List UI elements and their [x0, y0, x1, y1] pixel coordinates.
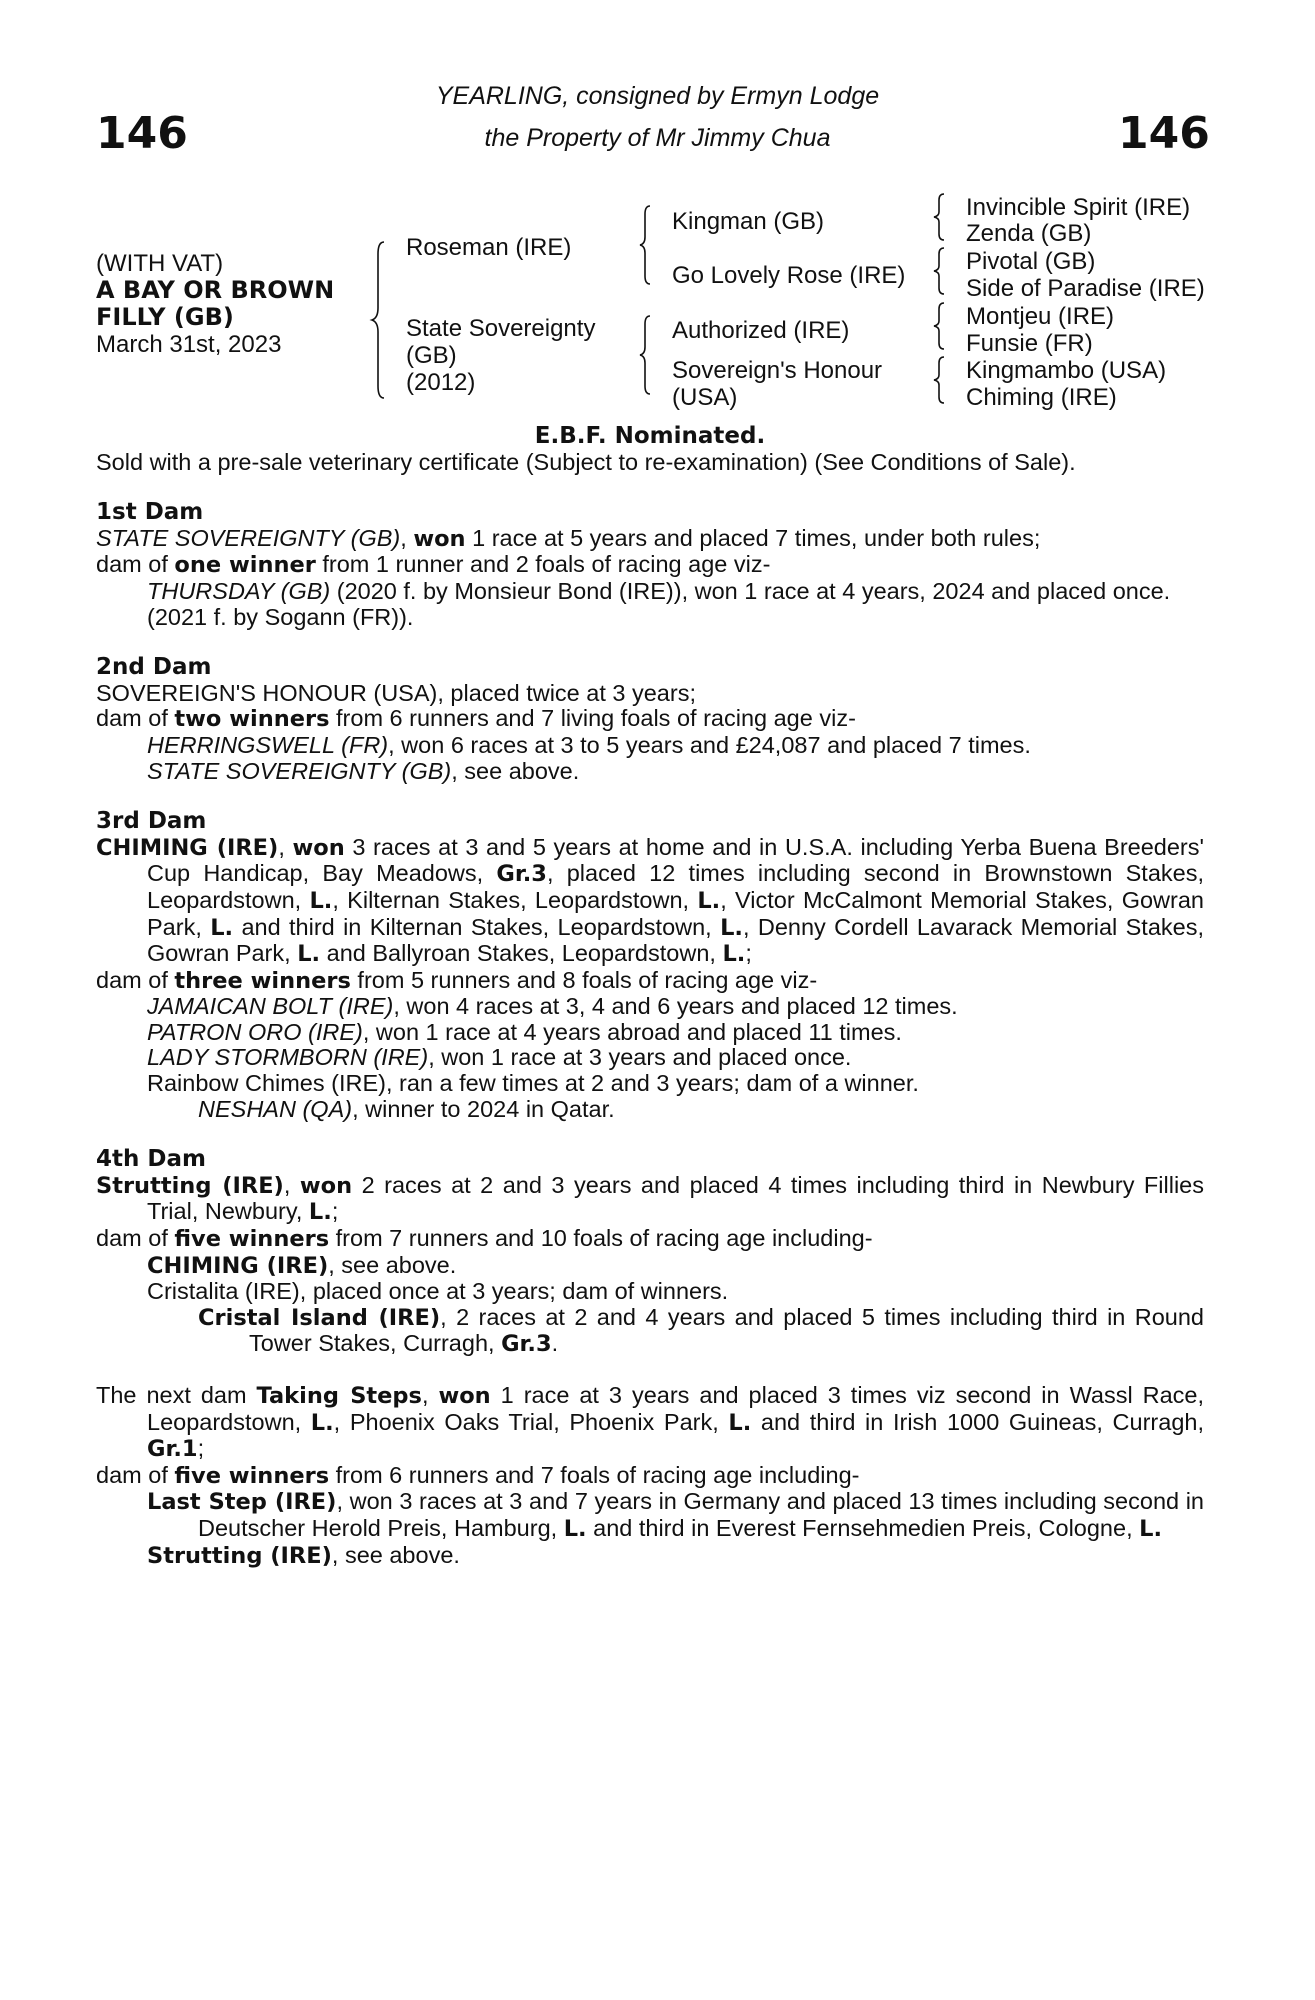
grade-label: Gr.3 [501, 1331, 552, 1358]
offspring-record: , won 6 races at 3 to 5 years and £24,087 and placed 7 times. [388, 731, 1031, 758]
catalogue-body [96, 424, 1204, 1569]
record-text: 2 races at 2 and 3 years and placed 4 times including third in Newbury Fillies Trial, Newbury, [147, 1171, 1204, 1225]
offspring-name: THURSDAY (GB) [147, 577, 331, 604]
offspring-record: , winner to 2024 in Qatar. [352, 1095, 615, 1122]
second-dam-record: SOVEREIGN'S HONOUR (USA), placed twice at 3 years; [96, 679, 696, 706]
record-text: The next dam [96, 1382, 257, 1408]
offspring-name: NESHAN (QA) [198, 1095, 353, 1122]
record-text: ; [197, 1435, 205, 1462]
property-line: the Property of Mr Jimmy Chua [484, 124, 831, 152]
pedigree-dam-dam [672, 357, 882, 411]
pedigree-brace-g3 [932, 301, 946, 351]
next-dam-record [96, 1383, 1204, 1463]
pedigree-brace-main [370, 240, 386, 400]
pedigree-brace-dam [638, 314, 652, 396]
offspring-record: , won 1 race at 3 years and placed once. [428, 1044, 852, 1071]
pedigree-brace-sire [638, 204, 652, 286]
list-item [96, 1020, 1204, 1046]
horse-name-line1: A BAY OR BROWN [96, 276, 335, 304]
offspring-record: and third in Everest Fernsehmedien Preis, Cologne, [586, 1514, 1140, 1541]
pedigree-dam-line2: (GB) [406, 342, 457, 369]
listed-label: L. [720, 914, 743, 941]
ebf-nomination: E.B.F. Nominated. [534, 423, 766, 449]
listed-label: L. [308, 1199, 332, 1226]
produce-summary-text: from 7 runners and 10 foals of racing age including- [329, 1225, 873, 1252]
list-item [96, 1045, 1204, 1071]
listed-label: L. [310, 1409, 334, 1436]
produce-summary-text: from 1 runner and 2 foals of racing age viz- [315, 551, 771, 578]
third-dam-name: CHIMING (IRE) [96, 834, 279, 861]
pedigree-g4: Side of Paradise (IRE) [966, 275, 1205, 302]
first-dam-name: STATE SOVEREIGNTY (GB) [96, 524, 401, 551]
winners-count: three winners [174, 967, 351, 994]
offspring-record: , 2 races at 2 and 4 years and placed 5 times including third in Round Tower Stakes, Curragh, [249, 1303, 1204, 1357]
list-item [96, 1253, 1204, 1280]
list-item [96, 1543, 1204, 1570]
fourth-dam-produce-summary [96, 1226, 1204, 1253]
vet-note: Sold with a pre-sale veterinary certificate (Subject to re-examination) (See Conditions of Sale). [96, 448, 1076, 475]
pedigree-dam [406, 315, 595, 396]
offspring-record: , won 3 races at 3 and 7 years in Germany and placed 13 times including second in Deutscher Herold Preis, Hamburg, [198, 1488, 1204, 1541]
pedigree-brace-g1 [932, 192, 946, 242]
first-dam-record: STATE SOVEREIGNTY (GB), won 1 race at 5 years and placed 7 times, under both rules; [96, 524, 1041, 552]
next-dam-name: Taking Steps [256, 1383, 422, 1409]
pedigree-sire-sire: Kingman (GB) [672, 208, 825, 235]
list-item [96, 579, 1204, 605]
offspring-name: HERRINGSWELL (FR) [147, 731, 389, 758]
third-dam-record: CHIMING (IRE), won 3 races at 3 and 5 years at home and in U.S.A. including Yerba Buena Breeders' Cup Handicap, Bay Meadows, Gr.3, placed 12 times including second in Brownstown Stakes, Leopardstown, L., Kilternan Stakes, Leopardstown, L., Victor McCalmont Memorial Stakes, Gowran Park, L. and third in Kilternan Stakes, Leopardstown, L., Denny Cordell Lavarack Memorial Stakes, Gowran Park, L. and Ballyroan Stakes, Leopardstown, L.; [96, 833, 1204, 968]
pedigree-sire-dam: Go Lovely Rose (IRE) [672, 262, 906, 289]
won-label: won [292, 834, 345, 861]
record-text: , Victor McCalmont Memorial Stakes, Gowran Park, [147, 886, 1204, 940]
record-text: and third in Kilternan Stakes, Leopardstown, [233, 913, 721, 940]
pedigree-dam-dam-line2: (USA) [672, 384, 738, 411]
pedigree-dam-dam-line1: Sovereign's Honour [672, 357, 883, 384]
listed-label: L. [728, 1409, 752, 1436]
pedigree-brace-g2 [932, 246, 946, 296]
offspring-record: , won 1 race at 4 years abroad and placed 11 times. [362, 1018, 902, 1045]
winners-count: one winner [174, 552, 316, 579]
dam-of-label: dam of [96, 551, 175, 578]
listed-label: L. [210, 914, 234, 941]
offspring-name: CHIMING (IRE) [147, 1252, 329, 1279]
list-item [96, 1489, 1204, 1542]
first-dam-heading: 1st Dam [96, 499, 204, 526]
record-text: , Phoenix Oaks Trial, Phoenix Park, [333, 1408, 729, 1435]
won-label: won [299, 1172, 353, 1199]
pedigree-g2: Zenda (GB) [966, 220, 1092, 247]
list-item [96, 759, 1204, 785]
offspring-record: , won 4 races at 3, 4 and 6 years and placed 12 times. [393, 993, 958, 1020]
first-dam-produce-summary [96, 552, 1204, 579]
lot-number-right: 146 [1118, 108, 1210, 159]
pedigree-dam-year: (2012) [406, 369, 476, 396]
pedigree-dam-sire: Authorized (IRE) [672, 317, 850, 344]
list-item [96, 733, 1204, 759]
fourth-dam-heading: 4th Dam [96, 1146, 206, 1173]
winners-count: five winners [174, 1226, 330, 1253]
produce-summary-text: from 6 runners and 7 foals of racing age including- [329, 1461, 860, 1488]
list-item [96, 994, 1204, 1020]
record-text: , placed 12 times including second in Brownstown Stakes, Leopardstown, [147, 860, 1204, 913]
offspring-name: Last Step (IRE) [147, 1489, 337, 1516]
section-spacer [96, 1358, 1204, 1383]
produce-summary-text: from 6 runners and 7 living foals of racing age viz- [329, 705, 856, 732]
listed-label: L. [697, 887, 721, 914]
offspring-record: , see above. [451, 757, 580, 784]
list-item [96, 1097, 1204, 1123]
dam-of-label: dam of [96, 1461, 175, 1488]
record-text: , Kilternan Stakes, Leopardstown, [332, 886, 698, 913]
grade-label: Gr.1 [147, 1436, 198, 1463]
second-dam-heading: 2nd Dam [96, 654, 212, 681]
dam-of-label: dam of [96, 966, 175, 993]
grade-label: Gr.3 [496, 861, 547, 888]
pedigree-g5: Montjeu (IRE) [966, 303, 1115, 330]
pedigree-sire: Roseman (IRE) [406, 234, 572, 261]
first-dam-record-text: 1 race at 5 years and placed 7 times, under both rules; [465, 524, 1041, 551]
listed-label: L. [309, 887, 333, 914]
list-item: (2021 f. by Sogann (FR)). [147, 603, 414, 630]
second-dam-produce-summary [96, 706, 1204, 733]
pedigree-g7: Kingmambo (USA) [966, 357, 1167, 384]
pedigree-g3: Pivotal (GB) [966, 248, 1096, 275]
offspring-name: Cristal Island (IRE) [198, 1304, 441, 1331]
offspring-name: JAMAICAN BOLT (IRE) [147, 993, 394, 1020]
record-text: ; [331, 1198, 339, 1225]
winners-count: five winners [174, 1462, 330, 1489]
listed-label: L. [722, 941, 746, 968]
fourth-dam-name: Strutting (IRE) [96, 1172, 284, 1199]
list-item: Cristalita (IRE), placed once at 3 years; dam of winners. [147, 1278, 729, 1305]
horse-name-line2: FILLY (GB) [96, 303, 234, 331]
offspring-name: Strutting (IRE) [147, 1542, 332, 1569]
fourth-dam-record: Strutting (IRE), won 2 races at 2 and 3 years and placed 4 times including third in Newbury Fillies Trial, Newbury, L.; [96, 1171, 1204, 1226]
listed-label: L. [297, 941, 321, 968]
record-text: , Denny Cordell Lavarack Memorial Stakes, Gowran Park, [147, 913, 1204, 967]
listed-label: L. [1139, 1515, 1163, 1542]
pedigree-g8: Chiming (IRE) [966, 384, 1117, 411]
vat-label: (WITH VAT) [96, 250, 224, 277]
offspring-name: STATE SOVEREIGNTY (GB) [147, 757, 452, 784]
produce-summary-text: from 5 runners and 8 foals of racing age viz- [350, 966, 818, 993]
record-text: and third in Irish 1000 Guineas, Curragh, [751, 1408, 1204, 1435]
record-text: 1 race at 3 years and placed 3 times viz second in Wassl Race, Leopardstown, [147, 1382, 1205, 1435]
third-dam-produce-summary [96, 968, 1204, 995]
list-item [96, 1305, 1204, 1358]
record-text: 3 races at 3 and 5 years at home and in U.S.A. including Yerba Buena Breeders' Cup Handicap, Bay Meadows, [147, 833, 1204, 887]
offspring-record: (2020 f. by Monsieur Bond (IRE)), won 1 race at 4 years, 2024 and placed once. [330, 577, 1171, 604]
offspring-name: PATRON ORO (IRE) [147, 1018, 363, 1045]
subject-block [96, 250, 334, 358]
offspring-record: , see above. [328, 1251, 457, 1278]
dam-of-label: dam of [96, 1225, 175, 1252]
list-item: Rainbow Chimes (IRE), ran a few times at 2 and 3 years; dam of a winner. [147, 1070, 919, 1097]
won-label: won [438, 1383, 491, 1409]
record-text: , [421, 1382, 439, 1408]
won-label: won [413, 525, 466, 552]
pedigree-g1: Invincible Spirit (IRE) [966, 194, 1191, 221]
pedigree-dam-line1: State Sovereignty [406, 315, 596, 342]
record-text: and Ballyroan Stakes, Leopardstown, [320, 940, 723, 967]
lot-number-left: 146 [96, 108, 188, 159]
offspring-record: , see above. [331, 1541, 460, 1568]
dam-of-label: dam of [96, 705, 175, 732]
consignment-line: YEARLING, consigned by Ermyn Lodge [435, 82, 880, 110]
offspring-name: LADY STORMBORN (IRE) [147, 1044, 429, 1071]
pedigree-g6: Funsie (FR) [966, 330, 1093, 357]
listed-label: L. [563, 1515, 587, 1542]
third-dam-heading: 3rd Dam [96, 808, 207, 835]
record-text: ; [745, 940, 752, 967]
pedigree-brace-g4 [932, 355, 946, 405]
next-dam-produce-summary [96, 1463, 1204, 1490]
record-text: . [551, 1330, 559, 1357]
date-of-birth: March 31st, 2023 [96, 331, 282, 358]
winners-count: two winners [174, 706, 330, 733]
